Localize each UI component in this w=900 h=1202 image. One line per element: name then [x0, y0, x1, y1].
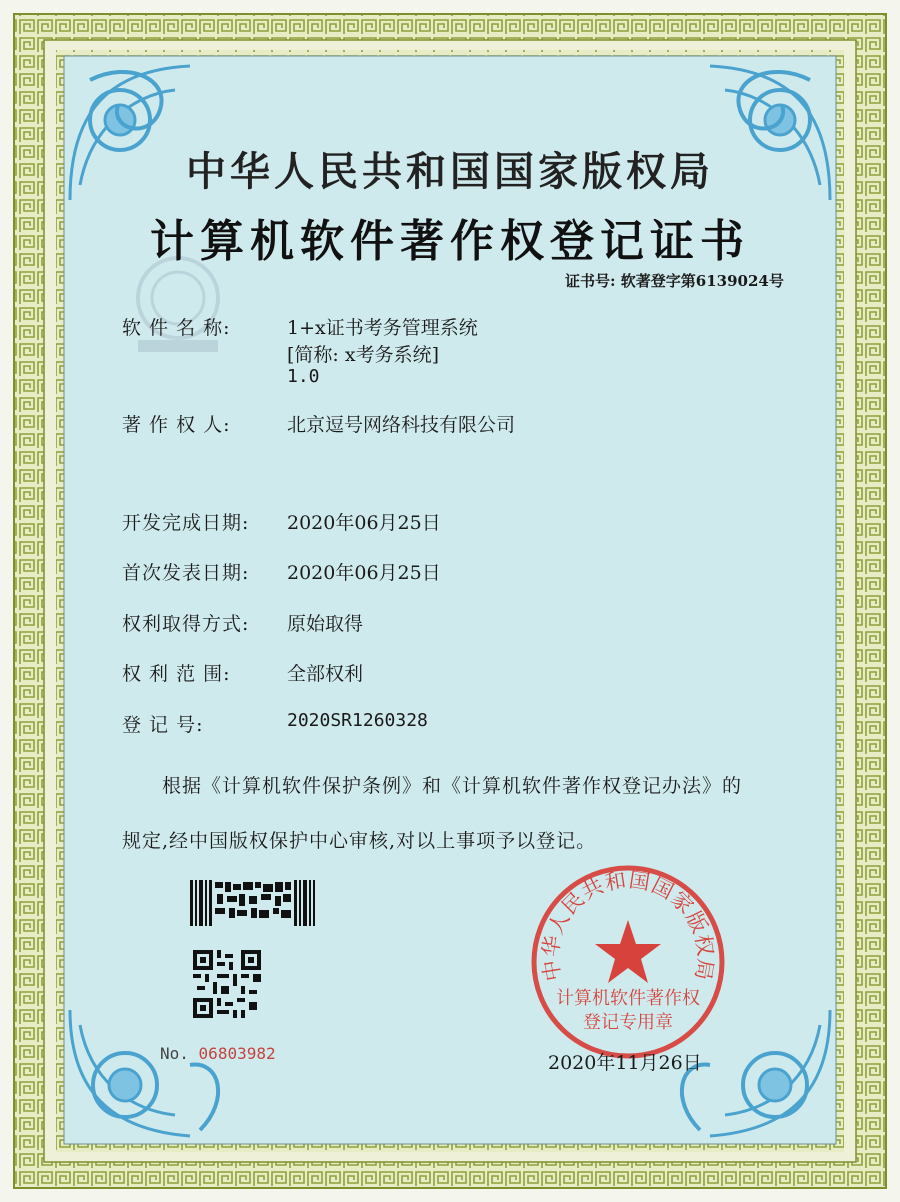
acquisition-method-value: 原始取得 [287, 613, 364, 635]
qr-code [193, 950, 261, 1018]
rights-scope-label: 权 利 范 围: [122, 663, 231, 685]
registration-number-label: 登 记 号: [122, 714, 204, 736]
statement-line-1: 根据《计算机软件保护条例》和《计算机软件著作权登记办法》的 [162, 775, 743, 797]
publication-date-value: 2020年06月25日 [287, 562, 441, 584]
statement-line-2: 规定,经中国版权保护中心审核,对以上事项予以登记。 [122, 830, 597, 852]
seal-star-icon [595, 920, 661, 983]
acquisition-method-label: 权利取得方式: [122, 613, 250, 635]
issuer-title: 中华人民共和国国家版权局 [186, 148, 714, 195]
software-name-label: 软 件 名 称: [122, 317, 231, 339]
seal-line-1: 计算机软件著作权 [556, 988, 700, 1008]
copyright-owner-label: 著 作 权 人: [122, 414, 231, 436]
certificate-title: 计算机软件著作权登记证书 [150, 216, 750, 267]
registration-number-value: 2020SR1260328 [287, 710, 428, 731]
certificate-number: 证书号: 软著登字第6139024号 [565, 272, 784, 290]
software-name-value: 1+x证书考务管理系统 [287, 317, 478, 339]
barcode [190, 880, 315, 926]
copyright-owner-value: 北京逗号网络科技有限公司 [287, 414, 516, 436]
publication-date-label: 首次发表日期: [122, 562, 250, 584]
official-seal [528, 862, 728, 1062]
completion-date-label: 开发完成日期: [122, 512, 250, 534]
issue-date: 2020年11月26日 [548, 1052, 702, 1074]
completion-date-value: 2020年06月25日 [287, 512, 441, 534]
serial-number-value: 06803982 [198, 1044, 276, 1063]
software-short-name: [简称: x考务系统] [287, 344, 439, 366]
serial-prefix: No. [160, 1044, 189, 1063]
seal-line-2: 登记专用章 [583, 1012, 673, 1032]
seal-arc-text: 中华人民共和国国家版权局 [538, 867, 718, 983]
software-version: 1.0 [287, 366, 320, 387]
rights-scope-value: 全部权利 [287, 663, 364, 685]
serial-number [160, 1044, 276, 1063]
